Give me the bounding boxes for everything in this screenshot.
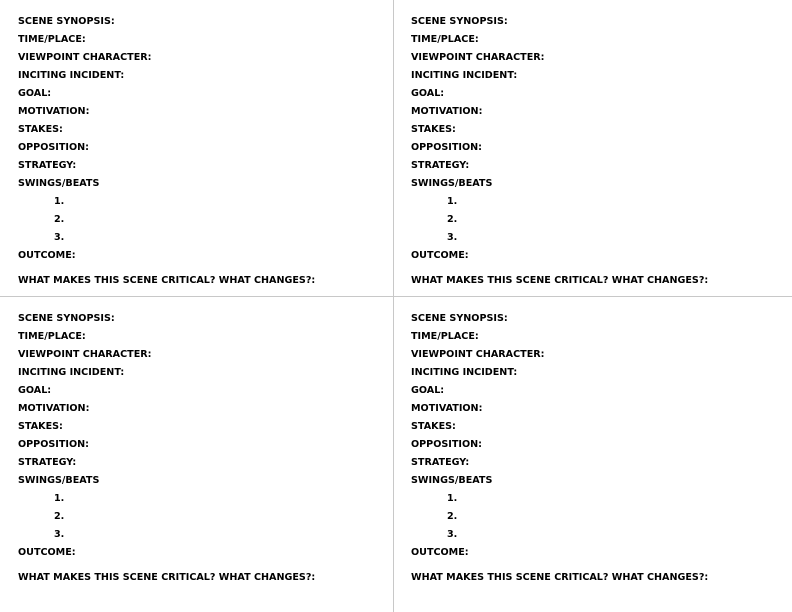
inciting-incident-label: INCITING INCIDENT: (411, 367, 518, 378)
opposition-label: OPPOSITION: (18, 142, 89, 153)
swings-beats-label: SWINGS/BEATS (411, 178, 493, 189)
time-place-label: TIME/PLACE: (411, 331, 479, 342)
critical-question-label: WHAT MAKES THIS SCENE CRITICAL? WHAT CHANGES?: (411, 572, 709, 583)
beat-item-2: 2. (447, 511, 458, 522)
swings-beats-label: SWINGS/BEATS (18, 178, 100, 189)
time-place-label: TIME/PLACE: (411, 34, 479, 45)
swings-beats-label: SWINGS/BEATS (18, 475, 100, 486)
inciting-incident-label: INCITING INCIDENT: (18, 70, 125, 81)
inciting-incident-label: INCITING INCIDENT: (411, 70, 518, 81)
stakes-label: STAKES: (411, 124, 456, 135)
scene-synopsis-label: SCENE SYNOPSIS: (411, 16, 508, 27)
beat-item-2: 2. (447, 214, 458, 225)
motivation-label: MOTIVATION: (411, 106, 483, 117)
outcome-label: OUTCOME: (411, 547, 469, 558)
beat-item-2: 2. (54, 511, 65, 522)
beat-item-3: 3. (447, 529, 458, 540)
beat-item-1: 1. (54, 493, 65, 504)
scene-card-top-right (411, 15, 791, 292)
critical-question-label: WHAT MAKES THIS SCENE CRITICAL? WHAT CHANGES?: (18, 275, 316, 286)
strategy-label: STRATEGY: (411, 160, 470, 171)
critical-question-label: WHAT MAKES THIS SCENE CRITICAL? WHAT CHANGES?: (411, 275, 709, 286)
inciting-incident-label: INCITING INCIDENT: (18, 367, 125, 378)
opposition-label: OPPOSITION: (18, 439, 89, 450)
motivation-label: MOTIVATION: (18, 403, 90, 414)
opposition-label: OPPOSITION: (411, 439, 482, 450)
beat-item-1: 1. (447, 493, 458, 504)
outcome-label: OUTCOME: (18, 547, 76, 558)
critical-question-label: WHAT MAKES THIS SCENE CRITICAL? WHAT CHANGES?: (18, 572, 316, 583)
swings-beats-label: SWINGS/BEATS (411, 475, 493, 486)
scene-card-top-left (18, 15, 398, 292)
beat-item-2: 2. (54, 214, 65, 225)
motivation-label: MOTIVATION: (411, 403, 483, 414)
beat-item-3: 3. (54, 232, 65, 243)
beat-item-1: 1. (447, 196, 458, 207)
goal-label: GOAL: (411, 88, 445, 99)
viewpoint-character-label: VIEWPOINT CHARACTER: (18, 349, 152, 360)
scene-synopsis-label: SCENE SYNOPSIS: (18, 313, 115, 324)
scene-card-bottom-right (411, 312, 791, 589)
strategy-label: STRATEGY: (18, 160, 77, 171)
scene-synopsis-label: SCENE SYNOPSIS: (18, 16, 115, 27)
scene-card-bottom-left (18, 312, 398, 589)
time-place-label: TIME/PLACE: (18, 34, 86, 45)
horizontal-divider (0, 296, 792, 297)
viewpoint-character-label: VIEWPOINT CHARACTER: (18, 52, 152, 63)
outcome-label: OUTCOME: (411, 250, 469, 261)
motivation-label: MOTIVATION: (18, 106, 90, 117)
beat-item-3: 3. (54, 529, 65, 540)
goal-label: GOAL: (18, 88, 52, 99)
stakes-label: STAKES: (18, 124, 63, 135)
goal-label: GOAL: (18, 385, 52, 396)
time-place-label: TIME/PLACE: (18, 331, 86, 342)
beat-item-3: 3. (447, 232, 458, 243)
strategy-label: STRATEGY: (411, 457, 470, 468)
stakes-label: STAKES: (411, 421, 456, 432)
scene-synopsis-label: SCENE SYNOPSIS: (411, 313, 508, 324)
outcome-label: OUTCOME: (18, 250, 76, 261)
viewpoint-character-label: VIEWPOINT CHARACTER: (411, 349, 545, 360)
viewpoint-character-label: VIEWPOINT CHARACTER: (411, 52, 545, 63)
beat-item-1: 1. (54, 196, 65, 207)
stakes-label: STAKES: (18, 421, 63, 432)
goal-label: GOAL: (411, 385, 445, 396)
strategy-label: STRATEGY: (18, 457, 77, 468)
opposition-label: OPPOSITION: (411, 142, 482, 153)
